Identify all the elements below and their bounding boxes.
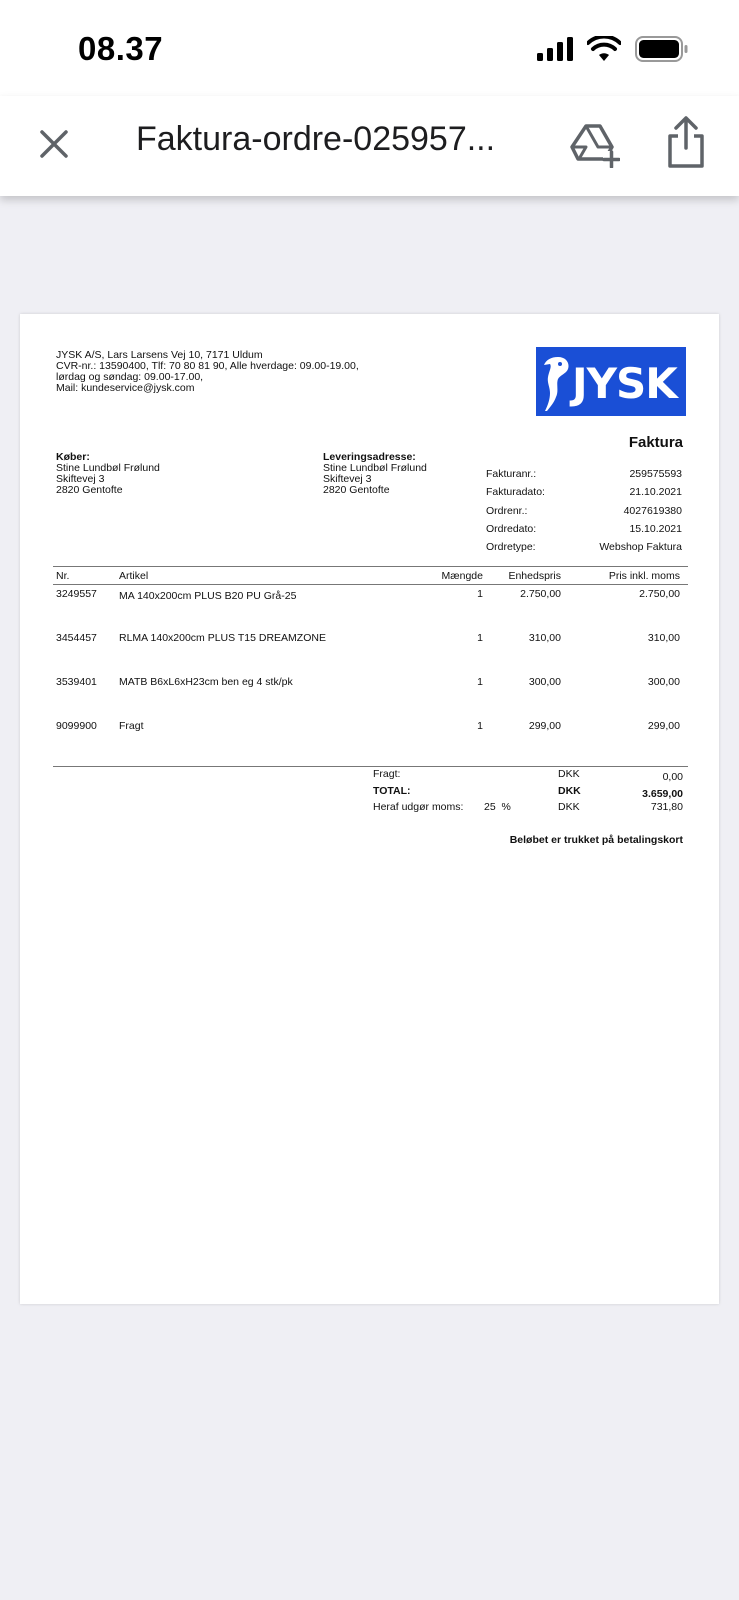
status-bar	[0, 0, 739, 96]
meta-label: Ordredato:	[486, 522, 537, 535]
table-row	[53, 720, 688, 734]
jysk-logo	[536, 347, 686, 416]
table-header-rule	[53, 584, 688, 585]
header-price: Pris inkl. moms	[608, 570, 680, 582]
header-article: Artikel	[119, 570, 149, 582]
meta-label: Ordretype:	[486, 541, 536, 554]
payment-note: Beløbet er trukket på betalingskort	[509, 834, 683, 846]
line-article: MA 140x200cm PLUS B20 PU Grå-25	[119, 590, 297, 602]
buyer-label: Køber:	[56, 451, 90, 463]
invoice-meta	[486, 468, 682, 559]
meta-row	[486, 541, 682, 559]
document-title: Faktura-ordre-025957...	[136, 120, 496, 158]
line-nr: 3249557	[56, 588, 97, 600]
meta-label: Fakturanr.:	[486, 468, 537, 480]
vat-label: Heraf udgør moms:	[373, 801, 464, 813]
line-nr: 3539401	[56, 676, 97, 688]
buyer-street: Skiftevej 3	[56, 473, 105, 485]
line-price: 299,00	[647, 720, 680, 732]
delivery-city: 2820 Gentofte	[323, 484, 390, 496]
line-unit-price: 310,00	[528, 632, 561, 644]
delivery-name: Stine Lundbøl Frølund	[323, 462, 427, 474]
table-row	[53, 676, 688, 690]
table-row	[53, 588, 688, 602]
delivery-address	[323, 452, 427, 496]
line-price: 2.750,00	[639, 588, 680, 600]
table-row	[53, 632, 688, 646]
meta-value: 4027619380	[623, 504, 682, 517]
line-qty: 1	[477, 720, 483, 732]
nav-bar	[0, 96, 739, 196]
status-time: 08.37	[78, 30, 164, 67]
meta-value: 15.10.2021	[629, 522, 682, 535]
line-unit-price: 299,00	[528, 720, 561, 732]
total-row	[20, 785, 719, 799]
meta-row	[486, 505, 682, 523]
line-qty: 1	[477, 632, 483, 644]
total-value: 3.659,00	[642, 788, 683, 800]
line-price: 300,00	[647, 676, 680, 688]
freight-row	[20, 768, 719, 782]
buyer-city: 2820 Gentofte	[56, 484, 123, 496]
status-icons	[537, 36, 689, 62]
total-label: TOTAL:	[373, 785, 411, 797]
invoice-page	[20, 314, 719, 1304]
totals-rule	[53, 766, 688, 767]
table-top-rule	[53, 566, 688, 567]
close-icon[interactable]	[34, 124, 74, 164]
delivery-label: Leveringsadresse:	[323, 451, 416, 463]
invoice-heading: Faktura	[628, 434, 683, 451]
meta-row	[486, 523, 682, 541]
logo-text: JYSK	[572, 359, 677, 408]
cellular-signal-icon	[537, 37, 573, 61]
line-nr: 9099900	[56, 720, 97, 732]
header-qty: Mængde	[441, 570, 483, 582]
meta-value: 259575593	[629, 468, 682, 480]
bird-logo-icon	[540, 351, 574, 413]
header-nr: Nr.	[56, 570, 70, 582]
meta-label: Ordrenr.:	[486, 504, 528, 517]
line-unit-price: 2.750,00	[520, 588, 561, 600]
line-nr: 3454457	[56, 632, 97, 644]
share-icon[interactable]	[664, 116, 708, 168]
line-unit-price: 300,00	[528, 676, 561, 688]
meta-value: 21.10.2021	[629, 486, 682, 499]
freight-currency: DKK	[558, 768, 580, 780]
header-unit-price: Enhedspris	[508, 570, 561, 582]
meta-row	[486, 468, 682, 486]
meta-row	[486, 486, 682, 504]
buyer-address	[56, 452, 160, 496]
freight-label: Fragt:	[373, 768, 401, 780]
add-to-drive-icon[interactable]	[570, 118, 620, 168]
line-article: Fragt	[119, 720, 144, 732]
freight-value: 0,00	[662, 771, 683, 783]
line-article: RLMA 140x200cm PLUS T15 DREAMZONE	[119, 632, 326, 644]
vat-currency: DKK	[558, 801, 580, 813]
meta-label: Fakturadato:	[486, 486, 545, 499]
sender-line: Mail: kundeservice@jysk.com	[56, 382, 195, 394]
line-qty: 1	[477, 588, 483, 600]
vat-value: 731,80	[650, 801, 683, 813]
buyer-name: Stine Lundbøl Frølund	[56, 462, 160, 474]
sender-line: lørdag og søndag: 09.00-17.00,	[56, 371, 204, 383]
vat-row	[20, 801, 719, 815]
sender-line: JYSK A/S, Lars Larsens Vej 10, 7171 Uldum	[56, 349, 263, 361]
sender-address	[56, 350, 359, 394]
meta-value: Webshop Faktura	[599, 541, 682, 554]
delivery-street: Skiftevej 3	[323, 473, 372, 485]
line-price: 310,00	[647, 632, 680, 644]
wifi-icon	[587, 36, 621, 62]
table-header-row	[53, 570, 688, 584]
vat-percent: 25 %	[484, 801, 511, 813]
battery-icon	[635, 36, 689, 62]
line-article: MATB B6xL6xH23cm ben eg 4 stk/pk	[119, 676, 293, 688]
total-currency: DKK	[558, 785, 581, 797]
line-qty: 1	[477, 676, 483, 688]
sender-line: CVR-nr.: 13590400, Tlf: 70 80 81 90, Alle hverdage: 09.00-19.00,	[56, 360, 359, 372]
